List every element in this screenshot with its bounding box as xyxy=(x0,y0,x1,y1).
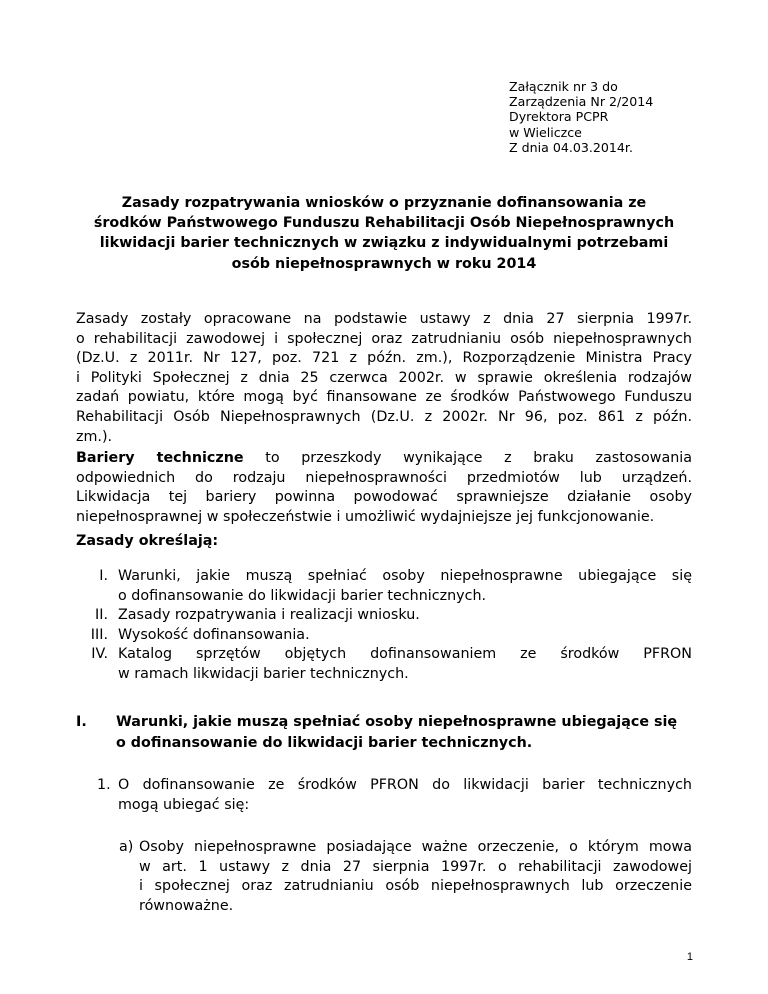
sub-point-text: Osoby niepełnosprawne posiadające ważne orzeczenie, o którym mowa xyxy=(139,839,692,855)
barriers-term: Bariery techniczne xyxy=(76,450,244,466)
page-number: 1 xyxy=(686,951,693,963)
title-line: likwidacji barier technicznych w związku z indywidualnymi potrzebami xyxy=(99,235,669,252)
list-item-text: o dofinansowanie do likwidacji barier technicznych. xyxy=(118,587,487,604)
attachment-note-line: Dyrektora PCPR xyxy=(509,109,609,125)
attachment-note-line: Zarządzenia Nr 2/2014 xyxy=(509,94,654,110)
list-item-text: Zasady rozpatrywania i realizacji wniosku. xyxy=(118,607,420,624)
sub-point-letter: a) xyxy=(119,839,134,855)
barriers-definition-start: to przeszkody wynikające z braku zastosowania xyxy=(265,450,692,466)
attachment-note-line: Załącznik nr 3 do xyxy=(509,79,618,94)
barriers-line: niepełnosprawnej w społeczeństwie i umożliwić wydajniejsze jej funkcjonowanie. xyxy=(76,508,655,525)
intro-line: (Dz.U. z 2011r. Nr 127, poz. 721 z późn. zm.), Rozporządzenie Ministra Pracy xyxy=(76,350,692,367)
list-item-text: w ramach likwidacji barier technicznych. xyxy=(118,665,409,682)
barriers-paragraph xyxy=(76,449,692,527)
intro-line: Rehabilitacji Osób Niepełnosprawnych (Dz.U. z 2002r. Nr 96, poz. 861 z późn. xyxy=(76,408,692,425)
section-heading xyxy=(76,712,692,753)
title-line: osób niepełnosprawnych w roku 2014 xyxy=(231,255,537,272)
attachment-note-line: w Wieliczce xyxy=(509,124,582,140)
intro-line: zadań powiatu, które mogą być finansowane ze środków Państwowego Funduszu xyxy=(76,389,692,406)
barriers-line: Likwidacja tej bariery powinna powodować sprawniejsze działanie osoby xyxy=(76,489,692,506)
point-1a xyxy=(119,838,692,916)
intro-line: i Polityki Społecznej z dnia 25 czerwca 2002r. w sprawie określenia rodzajów xyxy=(76,369,692,386)
intro-line: zm.). xyxy=(76,428,113,445)
title-line: środków Państwowego Funduszu Rehabilitacji Osób Niepełnosprawnych xyxy=(93,215,675,232)
title-line: Zasady rozpatrywania wniosków o przyznanie dofinansowania ze xyxy=(121,195,647,211)
point-text: mogą ubiegać się: xyxy=(118,796,250,813)
point-number: 1. xyxy=(97,777,111,793)
sub-point-text: równoważne. xyxy=(139,897,234,914)
barriers-line xyxy=(76,449,692,469)
list-item-text: Katalog sprzętów objętych dofinansowaniem ze środków PFRON xyxy=(118,646,692,663)
sub-point-text: w art. 1 ustawy z dnia 27 sierpnia 1997r. o rehabilitacji zawodowej xyxy=(139,858,692,875)
list-item-number: III. xyxy=(90,626,108,643)
list-item xyxy=(76,567,692,606)
document-title xyxy=(76,193,692,274)
list-item xyxy=(76,606,692,626)
list-item-number: II. xyxy=(95,607,108,624)
rules-list xyxy=(76,567,692,685)
list-item-number: IV. xyxy=(91,646,108,663)
intro-line: Zasady zostały opracowane na podstawie ustawy z dnia 27 sierpnia 1997r. xyxy=(76,311,692,327)
list-item xyxy=(76,626,692,646)
intro-line: o rehabilitacji zawodowej i społecznej oraz zatrudnianiu osób niepełnosprawnych xyxy=(76,330,692,347)
list-item-number: I. xyxy=(99,568,108,584)
barriers-line: odpowiednich do rodzaju niepełnosprawności przedmiotów lub urządzeń. xyxy=(76,469,692,486)
section-heading-line: o dofinansowanie do likwidacji barier technicznych. xyxy=(116,734,533,751)
list-item xyxy=(76,645,692,684)
section-heading-line: Warunki, jakie muszą spełniać osoby niepełnosprawne ubiegające się xyxy=(116,714,678,730)
attachment-note xyxy=(509,79,653,155)
attachment-note-line: Z dnia 04.03.2014r. xyxy=(509,139,633,155)
list-item-text: Wysokość dofinansowania. xyxy=(118,626,310,643)
point-text: O dofinansowanie ze środków PFRON do likwidacji barier technicznych xyxy=(118,777,692,793)
list-item-text: Warunki, jakie muszą spełniać osoby niepełnosprawne ubiegające się xyxy=(118,568,692,584)
section-number: I. xyxy=(76,714,87,730)
intro-paragraph xyxy=(76,310,692,447)
sub-point-text: i społecznej oraz zatrudnianiu osób niepełnosprawnych lub orzeczenie xyxy=(139,878,692,895)
point-1 xyxy=(97,776,692,815)
rules-heading: Zasady określają: xyxy=(76,533,219,549)
